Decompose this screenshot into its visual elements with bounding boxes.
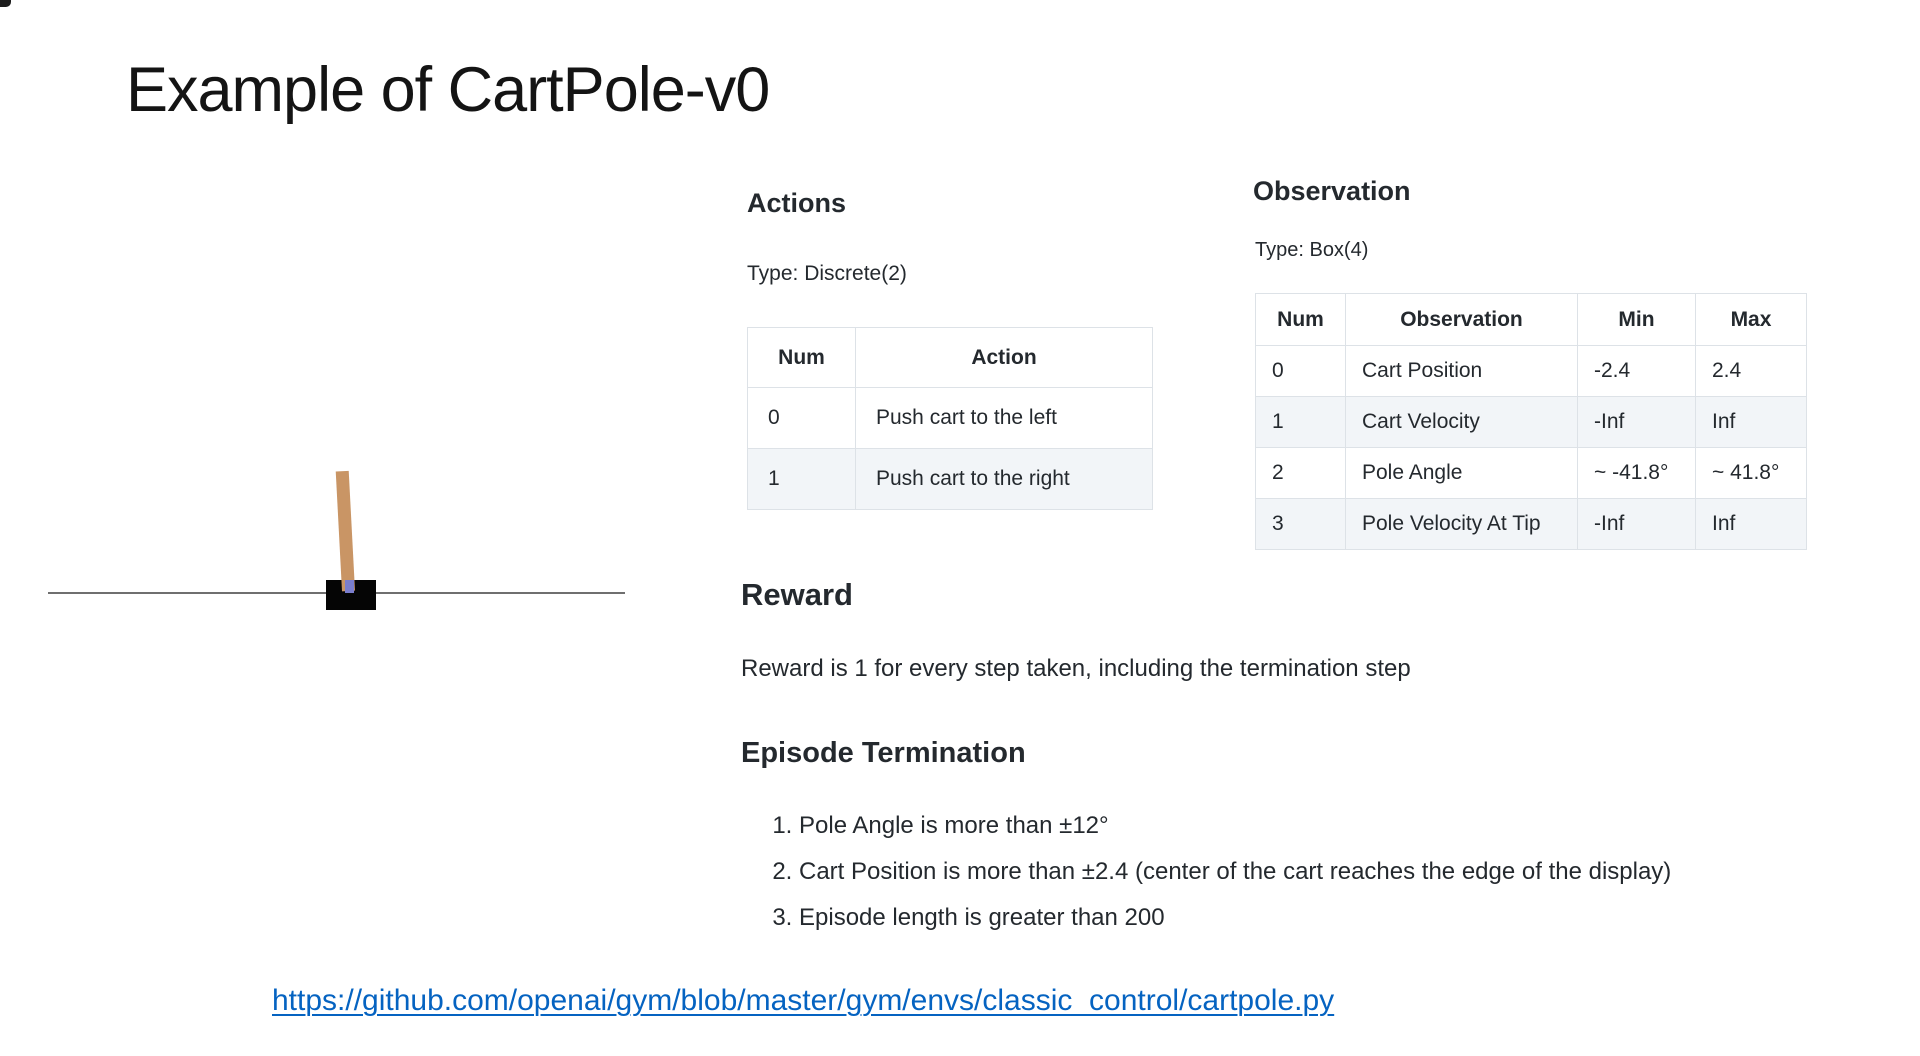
table-cell: Inf [1696,499,1807,550]
column-header: Num [1256,294,1346,346]
table-row [748,449,1153,510]
table-cell: 0 [1256,346,1346,397]
table-cell: 2 [1256,448,1346,499]
observation-heading: Observation [1253,176,1411,206]
episode-termination-heading: Episode Termination [741,737,1026,769]
table-cell: Push cart to the right [856,449,1153,510]
table-cell: ~ 41.8° [1696,448,1807,499]
column-header: Observation [1346,294,1578,346]
table-cell: 1 [748,449,856,510]
episode-termination-list [741,812,1671,950]
list-item: 3. Episode length is greater than 200 [799,904,1671,932]
reward-text: Reward is 1 for every step taken, including the termination step [741,655,1411,682]
table-cell: -Inf [1578,397,1696,448]
table-cell: -Inf [1578,499,1696,550]
slide-title: Example of CartPole-v0 [126,55,770,125]
list-item: 2. Cart Position is more than ±2.4 (center of the cart reaches the edge of the display) [799,858,1671,886]
table-cell: Inf [1696,397,1807,448]
table-cell: 1 [1256,397,1346,448]
reward-heading: Reward [741,577,853,612]
observation-type-label: Type: Box(4) [1255,239,1369,261]
source-link[interactable]: https://github.com/openai/gym/blob/master/gym/envs/classic_control/cartpole.py [272,984,1335,1017]
column-header: Num [748,328,856,388]
observation-table [1255,293,1807,550]
table-cell: Pole Angle [1346,448,1578,499]
column-header: Max [1696,294,1807,346]
table-cell: Cart Velocity [1346,397,1578,448]
table-cell: 3 [1256,499,1346,550]
table-header-row [1256,294,1807,346]
table-cell: 0 [748,388,856,449]
actions-heading: Actions [747,188,847,218]
table-cell: Pole Velocity At Tip [1346,499,1578,550]
table-cell: ~ -41.8° [1578,448,1696,499]
actions-type-label: Type: Discrete(2) [747,262,907,285]
table-row [1256,499,1807,550]
cartpole-pole [336,471,355,592]
table-row [1256,448,1807,499]
column-header: Action [856,328,1153,388]
actions-table [747,327,1153,510]
table-cell: 2.4 [1696,346,1807,397]
column-header: Min [1578,294,1696,346]
table-cell: -2.4 [1578,346,1696,397]
table-header-row [748,328,1153,388]
table-cell: Push cart to the left [856,388,1153,449]
table-cell: Cart Position [1346,346,1578,397]
cartpole-axle [345,580,354,593]
corner-mark [0,0,11,7]
table-row [748,388,1153,449]
list-item: 1. Pole Angle is more than ±12° [799,812,1671,840]
table-row [1256,397,1807,448]
table-row [1256,346,1807,397]
